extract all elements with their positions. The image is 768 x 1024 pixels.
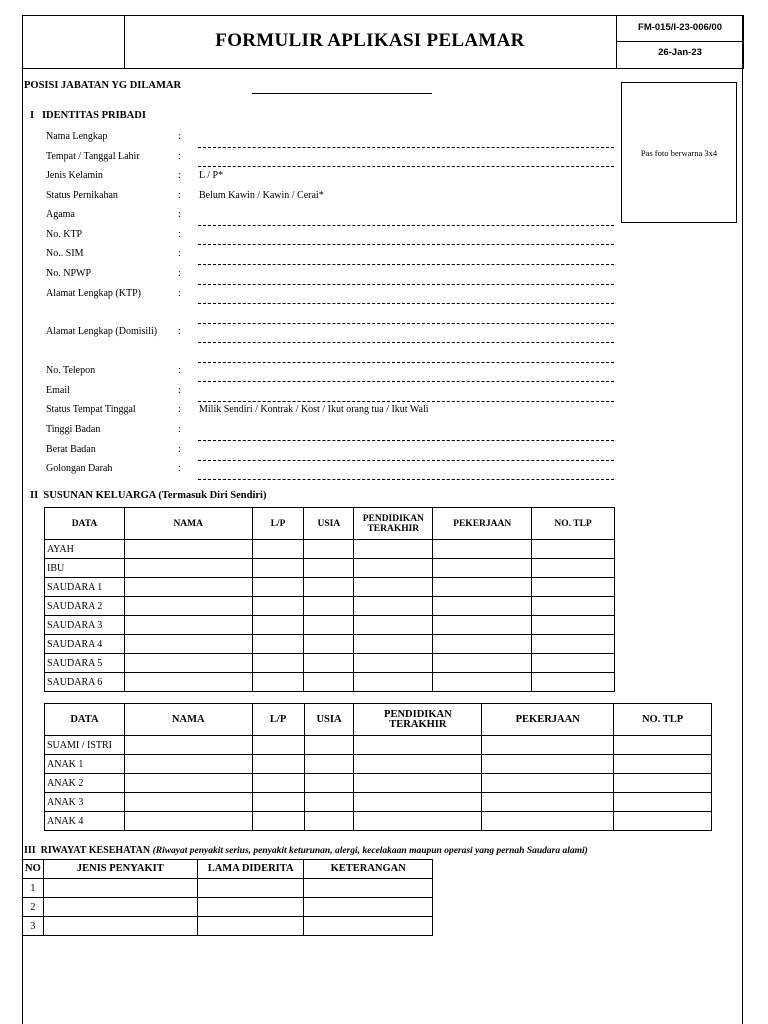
row-label: SAUDARA 4 (45, 635, 125, 654)
cell[interactable] (252, 755, 304, 774)
field-colon: : (178, 444, 181, 455)
cell[interactable] (482, 736, 614, 755)
cell[interactable] (252, 736, 304, 755)
cell[interactable] (124, 774, 252, 793)
entry-line[interactable] (198, 244, 614, 245)
cell[interactable] (354, 673, 433, 692)
cell[interactable] (614, 812, 712, 831)
field-label: Alamat Lengkap (Domisili) (46, 326, 158, 337)
cell[interactable] (304, 879, 433, 898)
field-label: Alamat Lengkap (KTP) (46, 288, 141, 299)
cell[interactable] (252, 559, 304, 578)
col-header: PENDIDIKAN TERAKHIR (354, 508, 433, 540)
cell[interactable] (124, 597, 252, 616)
row-label: ANAK 4 (45, 812, 125, 831)
cell[interactable] (354, 635, 433, 654)
cell[interactable] (354, 793, 482, 812)
cell[interactable] (354, 540, 433, 559)
cell[interactable] (433, 635, 532, 654)
cell[interactable] (532, 673, 615, 692)
cell[interactable] (252, 673, 304, 692)
cell[interactable] (433, 654, 532, 673)
cell[interactable] (304, 793, 354, 812)
entry-line[interactable] (198, 381, 614, 382)
row-number: 3 (23, 917, 44, 936)
row-label: IBU (45, 559, 125, 578)
photo-label: Pas foto berwarna 3x4 (640, 148, 718, 158)
entry-line[interactable] (198, 166, 614, 167)
cell[interactable] (304, 540, 354, 559)
cell[interactable] (252, 540, 304, 559)
entry-line[interactable] (198, 401, 614, 402)
cell[interactable] (354, 812, 482, 831)
field-colon: : (178, 151, 181, 162)
cell[interactable] (43, 898, 197, 917)
col-header: NO. TLP (532, 508, 615, 540)
cell[interactable] (532, 654, 615, 673)
entry-line[interactable] (198, 303, 614, 304)
field-label: Jenis Kelamin (46, 170, 103, 181)
section-1-title: I IDENTITAS PRIBADI (30, 110, 146, 121)
field-colon: : (178, 365, 181, 376)
row-label: SAUDARA 1 (45, 578, 125, 597)
col-header: L/P (252, 704, 304, 736)
field-colon: : (178, 385, 181, 396)
cell[interactable] (197, 879, 304, 898)
col-header: PEKERJAAN (482, 704, 614, 736)
form-title: FORMULIR APLIKASI PELAMAR (215, 30, 525, 51)
doc-code: FM-015/I-23-006/00 (638, 22, 722, 33)
cell[interactable] (124, 755, 252, 774)
field-label: Status Pernikahan (46, 190, 118, 201)
cell[interactable] (124, 578, 252, 597)
cell[interactable] (614, 793, 712, 812)
cell[interactable] (304, 654, 354, 673)
cell[interactable] (354, 559, 433, 578)
field-label: Berat Badan (46, 444, 96, 455)
field-label: Tempat / Tanggal Lahir (46, 151, 140, 162)
cell[interactable] (433, 540, 532, 559)
cell[interactable] (252, 812, 304, 831)
field-colon: : (178, 424, 181, 435)
row-number: 2 (23, 898, 44, 917)
field-colon: : (178, 404, 181, 415)
entry-line[interactable] (198, 323, 614, 324)
cell[interactable] (532, 616, 615, 635)
cell[interactable] (532, 578, 615, 597)
cell[interactable] (482, 812, 614, 831)
row-label: AYAH (45, 540, 125, 559)
doc-date: 26-Jan-23 (658, 47, 702, 58)
cell[interactable] (433, 616, 532, 635)
cell[interactable] (124, 635, 252, 654)
cell[interactable] (433, 578, 532, 597)
cell[interactable] (433, 559, 532, 578)
cell[interactable] (354, 616, 433, 635)
row-label: SAUDARA 5 (45, 654, 125, 673)
section-3-title: III RIWAYAT KESEHATAN (24, 845, 151, 856)
family-table-2 (44, 703, 712, 831)
col-header: KETERANGAN (304, 860, 433, 879)
col-header: PEKERJAAN (433, 508, 532, 540)
cell[interactable] (304, 774, 354, 793)
cell[interactable] (354, 578, 433, 597)
cell[interactable] (304, 898, 433, 917)
cell[interactable] (614, 774, 712, 793)
entry-line[interactable] (198, 264, 614, 265)
cell[interactable] (304, 597, 354, 616)
cell[interactable] (354, 736, 482, 755)
field-value-residence[interactable]: Milik Sendiri / Kontrak / Kost / Ikut orang tua / Ikut Wali (199, 404, 429, 415)
col-header: NO (23, 860, 44, 879)
cell[interactable] (482, 774, 614, 793)
col-header: PENDIDIKAN TERAKHIR (354, 704, 482, 736)
field-label: Agama (46, 209, 75, 220)
field-colon: : (178, 229, 181, 240)
header-divider-mid (616, 41, 744, 42)
cell[interactable] (124, 793, 252, 812)
cell[interactable] (354, 755, 482, 774)
cell[interactable] (304, 578, 354, 597)
row-label: ANAK 2 (45, 774, 125, 793)
section-2-title: II SUSUNAN KELUARGA (Termasuk Diri Sendiri) (30, 490, 267, 501)
col-header: NO. TLP (614, 704, 712, 736)
cell[interactable] (304, 812, 354, 831)
row-label: ANAK 1 (45, 755, 125, 774)
cell[interactable] (197, 917, 304, 936)
health-table (22, 859, 433, 936)
field-label: Nama Lengkap (46, 131, 108, 142)
col-header: NAMA (124, 508, 252, 540)
col-header: NAMA (124, 704, 252, 736)
col-header: USIA (304, 704, 354, 736)
field-label: Status Tempat Tinggal (46, 404, 136, 415)
field-colon: : (178, 248, 181, 259)
cell[interactable] (252, 597, 304, 616)
cell[interactable] (124, 812, 252, 831)
field-label: No. KTP (46, 229, 83, 240)
cell[interactable] (124, 736, 252, 755)
col-header: JENIS PENYAKIT (43, 860, 197, 879)
row-label: SAUDARA 3 (45, 616, 125, 635)
cell[interactable] (532, 559, 615, 578)
family-table-1 (44, 507, 615, 692)
cell[interactable] (252, 578, 304, 597)
cell[interactable] (433, 597, 532, 616)
cell[interactable] (252, 635, 304, 654)
field-value-marital[interactable]: Belum Kawin / Kawin / Cerai* (199, 190, 324, 201)
col-header: DATA (45, 508, 125, 540)
row-label: ANAK 3 (45, 793, 125, 812)
cell[interactable] (304, 616, 354, 635)
cell[interactable] (304, 755, 354, 774)
cell[interactable] (354, 654, 433, 673)
cell[interactable] (304, 917, 433, 936)
field-colon: : (178, 288, 181, 299)
row-label: SAUDARA 6 (45, 673, 125, 692)
cell[interactable] (304, 635, 354, 654)
cell[interactable] (252, 654, 304, 673)
field-colon: : (178, 463, 181, 474)
col-header: LAMA DIDERITA (197, 860, 304, 879)
section-3-subtitle: (Riwayat penyakit serius, penyakit keturunan, alergi, kecelakaan maupun operasi yang pernah Saudara alami) (152, 846, 588, 856)
col-header: DATA (45, 704, 125, 736)
cell[interactable] (304, 673, 354, 692)
entry-line[interactable] (198, 225, 614, 226)
position-label: POSISI JABATAN YG DILAMAR (24, 80, 182, 91)
field-colon: : (178, 131, 181, 142)
cell[interactable] (252, 616, 304, 635)
cell[interactable] (197, 898, 304, 917)
cell[interactable] (614, 755, 712, 774)
entry-line[interactable] (198, 284, 614, 285)
cell[interactable] (43, 879, 197, 898)
field-colon: : (178, 326, 181, 337)
field-colon: : (178, 209, 181, 220)
cell[interactable] (354, 774, 482, 793)
field-label: Golongan Darah (46, 463, 113, 474)
cell[interactable] (124, 559, 252, 578)
cell[interactable] (124, 616, 252, 635)
entry-line[interactable] (198, 362, 614, 363)
row-number: 1 (23, 879, 44, 898)
position-input[interactable] (252, 93, 432, 94)
entry-line[interactable] (198, 342, 614, 343)
cell[interactable] (124, 673, 252, 692)
cell[interactable] (252, 774, 304, 793)
cell[interactable] (614, 736, 712, 755)
field-value-gender[interactable]: L / P* (199, 170, 224, 181)
page-frame-right (742, 15, 743, 1024)
field-label: Email (46, 385, 70, 396)
field-label: No. Telepon (46, 365, 96, 376)
field-label: No.. SIM (46, 248, 84, 259)
field-colon: : (178, 170, 181, 181)
row-label: SAUDARA 2 (45, 597, 125, 616)
cell[interactable] (43, 917, 197, 936)
cell[interactable] (482, 793, 614, 812)
field-colon: : (178, 190, 181, 201)
entry-line[interactable] (198, 147, 614, 148)
cell[interactable] (482, 755, 614, 774)
entry-line[interactable] (198, 440, 614, 441)
cell[interactable] (124, 540, 252, 559)
field-label: No. NPWP (46, 268, 92, 279)
cell[interactable] (124, 654, 252, 673)
field-colon: : (178, 268, 181, 279)
cell[interactable] (532, 635, 615, 654)
cell[interactable] (304, 559, 354, 578)
section-3-heading (24, 845, 588, 856)
cell[interactable] (532, 597, 615, 616)
col-header: L/P (252, 508, 304, 540)
cell[interactable] (304, 736, 354, 755)
cell[interactable] (354, 597, 433, 616)
cell[interactable] (532, 540, 615, 559)
row-label: SUAMI / ISTRI (45, 736, 125, 755)
cell[interactable] (433, 673, 532, 692)
entry-line[interactable] (198, 479, 614, 480)
field-label: Tinggi Badan (46, 424, 101, 435)
col-header: USIA (304, 508, 354, 540)
cell[interactable] (252, 793, 304, 812)
entry-line[interactable] (198, 460, 614, 461)
